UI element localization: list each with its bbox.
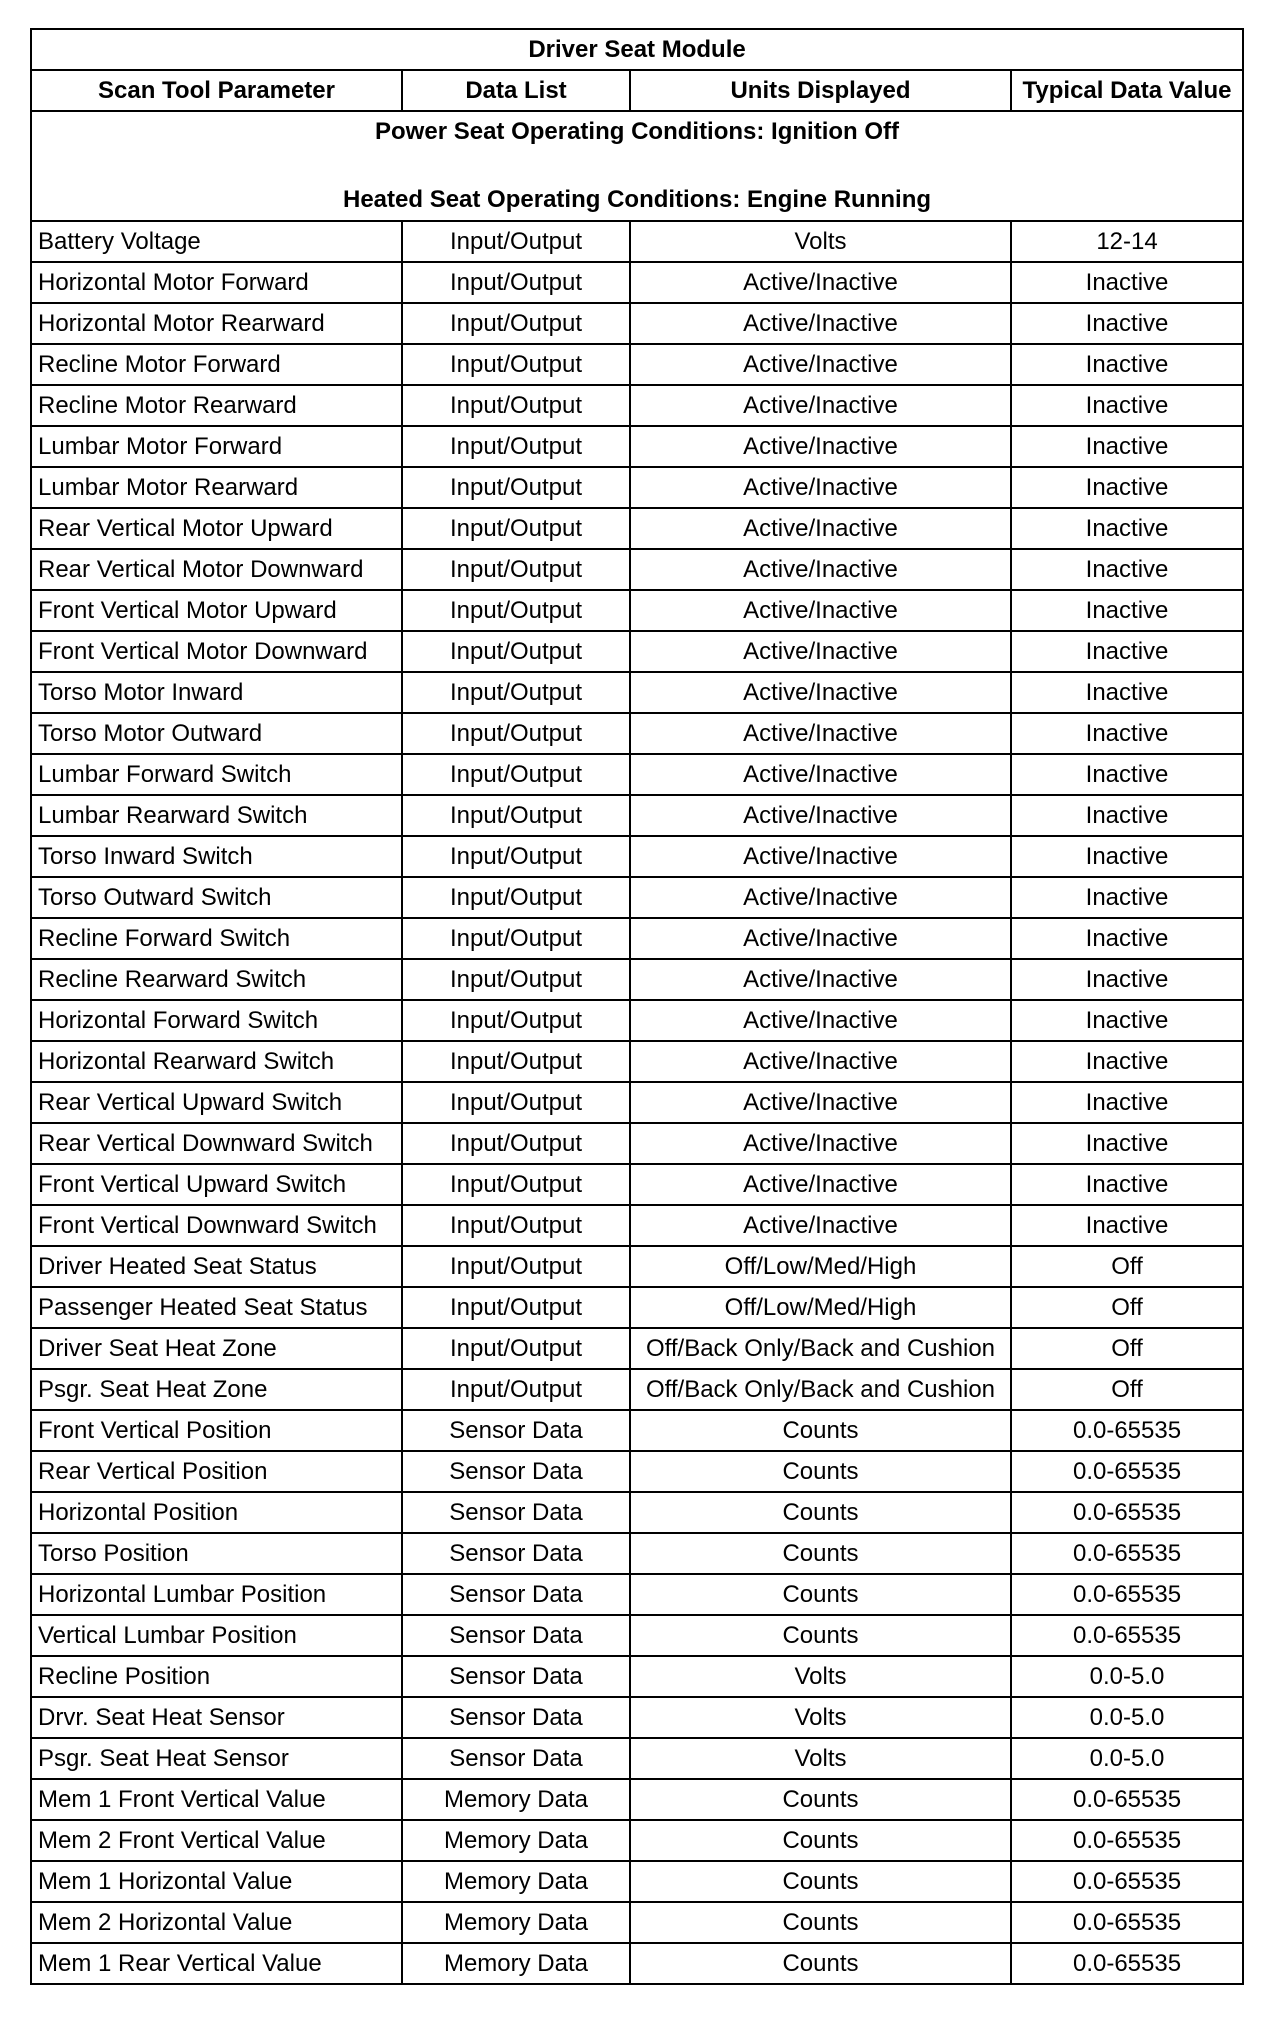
units-cell: Active/Inactive (630, 549, 1011, 590)
data-list-cell: Input/Output (402, 959, 630, 1000)
driver-seat-module-table (30, 28, 1244, 1985)
table-row (31, 221, 1243, 262)
typical-value-cell: 0.0-5.0 (1011, 1738, 1243, 1779)
typical-value-cell: Off (1011, 1328, 1243, 1369)
typical-value-cell: Inactive (1011, 754, 1243, 795)
units-cell: Volts (630, 1656, 1011, 1697)
typical-value-cell: 0.0-65535 (1011, 1574, 1243, 1615)
data-list-cell: Input/Output (402, 426, 630, 467)
data-list-cell: Input/Output (402, 262, 630, 303)
data-list-cell: Input/Output (402, 221, 630, 262)
typical-value-cell: Inactive (1011, 877, 1243, 918)
table-row (31, 1369, 1243, 1410)
typical-value-cell: 0.0-65535 (1011, 1410, 1243, 1451)
units-cell: Off/Low/Med/High (630, 1246, 1011, 1287)
table-row (31, 1287, 1243, 1328)
units-cell: Active/Inactive (630, 754, 1011, 795)
typical-value-cell: Inactive (1011, 467, 1243, 508)
typical-value-cell: Inactive (1011, 549, 1243, 590)
parameter-cell: Recline Position (31, 1656, 402, 1697)
table-title-row (31, 29, 1243, 70)
parameter-cell: Front Vertical Motor Downward (31, 631, 402, 672)
typical-value-cell: Inactive (1011, 836, 1243, 877)
table-row (31, 1943, 1243, 1984)
parameter-cell: Mem 2 Front Vertical Value (31, 1820, 402, 1861)
units-cell: Off/Low/Med/High (630, 1287, 1011, 1328)
parameter-cell: Lumbar Rearward Switch (31, 795, 402, 836)
typical-value-cell: Inactive (1011, 1041, 1243, 1082)
units-cell: Active/Inactive (630, 795, 1011, 836)
parameter-cell: Vertical Lumbar Position (31, 1615, 402, 1656)
units-cell: Active/Inactive (630, 262, 1011, 303)
header-data-list: Data List (402, 70, 630, 111)
conditions-row (31, 111, 1243, 221)
units-cell: Active/Inactive (630, 590, 1011, 631)
typical-value-cell: Inactive (1011, 795, 1243, 836)
header-typical-data-value: Typical Data Value (1011, 70, 1243, 111)
table-row (31, 754, 1243, 795)
data-list-cell: Input/Output (402, 1246, 630, 1287)
parameter-cell: Horizontal Motor Rearward (31, 303, 402, 344)
units-cell: Active/Inactive (630, 1082, 1011, 1123)
table-row (31, 508, 1243, 549)
parameter-cell: Torso Position (31, 1533, 402, 1574)
conditions-spacer (38, 147, 1236, 185)
data-list-cell: Input/Output (402, 303, 630, 344)
typical-value-cell: Inactive (1011, 1164, 1243, 1205)
units-cell: Active/Inactive (630, 672, 1011, 713)
power-seat-conditions: Power Seat Operating Conditions: Ignition Off (375, 118, 900, 145)
typical-value-cell: Inactive (1011, 262, 1243, 303)
parameter-cell: Recline Forward Switch (31, 918, 402, 959)
parameter-cell: Rear Vertical Downward Switch (31, 1123, 402, 1164)
data-list-cell: Input/Output (402, 672, 630, 713)
units-cell: Active/Inactive (630, 385, 1011, 426)
parameter-cell: Torso Motor Outward (31, 713, 402, 754)
table-row (31, 1615, 1243, 1656)
typical-value-cell: Inactive (1011, 1123, 1243, 1164)
data-list-cell: Sensor Data (402, 1451, 630, 1492)
data-list-cell: Input/Output (402, 836, 630, 877)
parameter-cell: Front Vertical Downward Switch (31, 1205, 402, 1246)
units-cell: Active/Inactive (630, 1000, 1011, 1041)
data-list-cell: Input/Output (402, 590, 630, 631)
table-row (31, 713, 1243, 754)
units-cell: Counts (630, 1820, 1011, 1861)
table-row (31, 1738, 1243, 1779)
table-row (31, 877, 1243, 918)
units-cell: Active/Inactive (630, 1164, 1011, 1205)
data-list-cell: Sensor Data (402, 1615, 630, 1656)
document-page (30, 28, 1242, 1985)
typical-value-cell: 0.0-65535 (1011, 1533, 1243, 1574)
data-list-cell: Memory Data (402, 1820, 630, 1861)
parameter-cell: Drvr. Seat Heat Sensor (31, 1697, 402, 1738)
typical-value-cell: Inactive (1011, 590, 1243, 631)
table-row (31, 1123, 1243, 1164)
data-list-cell: Input/Output (402, 795, 630, 836)
table-row (31, 1041, 1243, 1082)
data-list-cell: Input/Output (402, 877, 630, 918)
units-cell: Counts (630, 1861, 1011, 1902)
data-list-cell: Input/Output (402, 1082, 630, 1123)
typical-value-cell: Off (1011, 1287, 1243, 1328)
data-list-cell: Input/Output (402, 1369, 630, 1410)
table-row (31, 549, 1243, 590)
units-cell: Active/Inactive (630, 631, 1011, 672)
table-row (31, 1861, 1243, 1902)
table-row (31, 344, 1243, 385)
typical-value-cell: Inactive (1011, 672, 1243, 713)
parameter-cell: Rear Vertical Motor Downward (31, 549, 402, 590)
typical-value-cell: 0.0-65535 (1011, 1861, 1243, 1902)
data-list-cell: Sensor Data (402, 1410, 630, 1451)
typical-value-cell: Inactive (1011, 385, 1243, 426)
table-row (31, 631, 1243, 672)
units-cell: Active/Inactive (630, 1041, 1011, 1082)
typical-value-cell: 0.0-65535 (1011, 1902, 1243, 1943)
units-cell: Active/Inactive (630, 303, 1011, 344)
data-list-cell: Input/Output (402, 713, 630, 754)
units-cell: Active/Inactive (630, 918, 1011, 959)
data-list-cell: Memory Data (402, 1943, 630, 1984)
units-cell: Active/Inactive (630, 1205, 1011, 1246)
units-cell: Active/Inactive (630, 1123, 1011, 1164)
typical-value-cell: Inactive (1011, 1205, 1243, 1246)
parameter-cell: Horizontal Rearward Switch (31, 1041, 402, 1082)
parameter-cell: Rear Vertical Motor Upward (31, 508, 402, 549)
parameter-cell: Horizontal Lumbar Position (31, 1574, 402, 1615)
parameter-cell: Front Vertical Upward Switch (31, 1164, 402, 1205)
data-list-cell: Input/Output (402, 918, 630, 959)
units-cell: Active/Inactive (630, 836, 1011, 877)
units-cell: Counts (630, 1779, 1011, 1820)
units-cell: Active/Inactive (630, 959, 1011, 1000)
units-cell: Counts (630, 1492, 1011, 1533)
parameter-cell: Horizontal Position (31, 1492, 402, 1533)
table-row (31, 467, 1243, 508)
units-cell: Active/Inactive (630, 877, 1011, 918)
parameter-cell: Recline Motor Rearward (31, 385, 402, 426)
data-list-cell: Input/Output (402, 549, 630, 590)
data-list-cell: Input/Output (402, 385, 630, 426)
table-row (31, 1820, 1243, 1861)
table-row (31, 1697, 1243, 1738)
data-list-cell: Memory Data (402, 1779, 630, 1820)
typical-value-cell: Inactive (1011, 508, 1243, 549)
data-list-cell: Input/Output (402, 754, 630, 795)
table-row (31, 795, 1243, 836)
table-row (31, 1533, 1243, 1574)
table-row (31, 1205, 1243, 1246)
typical-value-cell: Inactive (1011, 1082, 1243, 1123)
header-scan-tool-parameter: Scan Tool Parameter (31, 70, 402, 111)
parameter-cell: Torso Motor Inward (31, 672, 402, 713)
parameter-cell: Lumbar Forward Switch (31, 754, 402, 795)
heated-seat-conditions: Heated Seat Operating Conditions: Engine Running (343, 186, 932, 213)
typical-value-cell: 12-14 (1011, 221, 1243, 262)
parameter-cell: Mem 1 Horizontal Value (31, 1861, 402, 1902)
units-cell: Off/Back Only/Back and Cushion (630, 1369, 1011, 1410)
table-row (31, 1656, 1243, 1697)
parameter-cell: Recline Rearward Switch (31, 959, 402, 1000)
parameter-cell: Driver Heated Seat Status (31, 1246, 402, 1287)
data-list-cell: Input/Output (402, 508, 630, 549)
units-cell: Active/Inactive (630, 426, 1011, 467)
operating-conditions (31, 111, 1243, 221)
typical-value-cell: 0.0-5.0 (1011, 1656, 1243, 1697)
data-list-cell: Input/Output (402, 1000, 630, 1041)
parameter-cell: Torso Inward Switch (31, 836, 402, 877)
units-cell: Counts (630, 1574, 1011, 1615)
typical-value-cell: 0.0-65535 (1011, 1820, 1243, 1861)
table-row (31, 959, 1243, 1000)
table-row (31, 1779, 1243, 1820)
typical-value-cell: Off (1011, 1246, 1243, 1287)
table-row (31, 1328, 1243, 1369)
data-list-cell: Input/Output (402, 1041, 630, 1082)
units-cell: Counts (630, 1451, 1011, 1492)
table-row (31, 1492, 1243, 1533)
data-list-cell: Sensor Data (402, 1738, 630, 1779)
data-list-cell: Memory Data (402, 1861, 630, 1902)
table-row (31, 918, 1243, 959)
table-header-row (31, 70, 1243, 111)
typical-value-cell: Inactive (1011, 713, 1243, 754)
units-cell: Counts (630, 1410, 1011, 1451)
parameter-cell: Torso Outward Switch (31, 877, 402, 918)
typical-value-cell: Inactive (1011, 631, 1243, 672)
units-cell: Volts (630, 1738, 1011, 1779)
units-cell: Counts (630, 1902, 1011, 1943)
data-list-cell: Input/Output (402, 1328, 630, 1369)
parameter-cell: Rear Vertical Upward Switch (31, 1082, 402, 1123)
data-list-cell: Sensor Data (402, 1574, 630, 1615)
parameter-cell: Psgr. Seat Heat Sensor (31, 1738, 402, 1779)
typical-value-cell: Inactive (1011, 344, 1243, 385)
table-row (31, 1246, 1243, 1287)
table-title: Driver Seat Module (31, 29, 1243, 70)
data-list-cell: Memory Data (402, 1902, 630, 1943)
table-body (31, 221, 1243, 1984)
parameter-cell: Recline Motor Forward (31, 344, 402, 385)
typical-value-cell: 0.0-65535 (1011, 1451, 1243, 1492)
typical-value-cell: 0.0-65535 (1011, 1615, 1243, 1656)
parameter-cell: Rear Vertical Position (31, 1451, 402, 1492)
parameter-cell: Lumbar Motor Rearward (31, 467, 402, 508)
table-row (31, 1451, 1243, 1492)
table-row (31, 426, 1243, 467)
parameter-cell: Front Vertical Position (31, 1410, 402, 1451)
units-cell: Volts (630, 221, 1011, 262)
typical-value-cell: Inactive (1011, 303, 1243, 344)
data-list-cell: Input/Output (402, 631, 630, 672)
typical-value-cell: 0.0-65535 (1011, 1943, 1243, 1984)
data-list-cell: Sensor Data (402, 1533, 630, 1574)
data-list-cell: Input/Output (402, 467, 630, 508)
table-row (31, 262, 1243, 303)
typical-value-cell: 0.0-5.0 (1011, 1697, 1243, 1738)
data-list-cell: Sensor Data (402, 1492, 630, 1533)
table-row (31, 1082, 1243, 1123)
data-list-cell: Input/Output (402, 1205, 630, 1246)
table-row (31, 590, 1243, 631)
table-row (31, 836, 1243, 877)
parameter-cell: Mem 1 Front Vertical Value (31, 1779, 402, 1820)
units-cell: Counts (630, 1943, 1011, 1984)
typical-value-cell: 0.0-65535 (1011, 1492, 1243, 1533)
parameter-cell: Lumbar Motor Forward (31, 426, 402, 467)
units-cell: Off/Back Only/Back and Cushion (630, 1328, 1011, 1369)
data-list-cell: Input/Output (402, 1164, 630, 1205)
units-cell: Active/Inactive (630, 467, 1011, 508)
units-cell: Active/Inactive (630, 344, 1011, 385)
parameter-cell: Mem 2 Horizontal Value (31, 1902, 402, 1943)
table-row (31, 303, 1243, 344)
typical-value-cell: 0.0-65535 (1011, 1779, 1243, 1820)
data-list-cell: Sensor Data (402, 1697, 630, 1738)
parameter-cell: Passenger Heated Seat Status (31, 1287, 402, 1328)
table-row (31, 385, 1243, 426)
parameter-cell: Horizontal Forward Switch (31, 1000, 402, 1041)
data-list-cell: Input/Output (402, 1123, 630, 1164)
typical-value-cell: Inactive (1011, 918, 1243, 959)
parameter-cell: Mem 1 Rear Vertical Value (31, 1943, 402, 1984)
data-list-cell: Input/Output (402, 344, 630, 385)
table-row (31, 1164, 1243, 1205)
units-cell: Active/Inactive (630, 713, 1011, 754)
header-units-displayed: Units Displayed (630, 70, 1011, 111)
data-list-cell: Input/Output (402, 1287, 630, 1328)
parameter-cell: Driver Seat Heat Zone (31, 1328, 402, 1369)
typical-value-cell: Inactive (1011, 1000, 1243, 1041)
parameter-cell: Front Vertical Motor Upward (31, 590, 402, 631)
table-row (31, 1410, 1243, 1451)
units-cell: Counts (630, 1533, 1011, 1574)
parameter-cell: Horizontal Motor Forward (31, 262, 402, 303)
units-cell: Volts (630, 1697, 1011, 1738)
units-cell: Active/Inactive (630, 508, 1011, 549)
parameter-cell: Battery Voltage (31, 221, 402, 262)
typical-value-cell: Inactive (1011, 959, 1243, 1000)
typical-value-cell: Inactive (1011, 426, 1243, 467)
table-row (31, 672, 1243, 713)
parameter-cell: Psgr. Seat Heat Zone (31, 1369, 402, 1410)
typical-value-cell: Off (1011, 1369, 1243, 1410)
table-row (31, 1902, 1243, 1943)
table-row (31, 1000, 1243, 1041)
units-cell: Counts (630, 1615, 1011, 1656)
data-list-cell: Sensor Data (402, 1656, 630, 1697)
table-row (31, 1574, 1243, 1615)
